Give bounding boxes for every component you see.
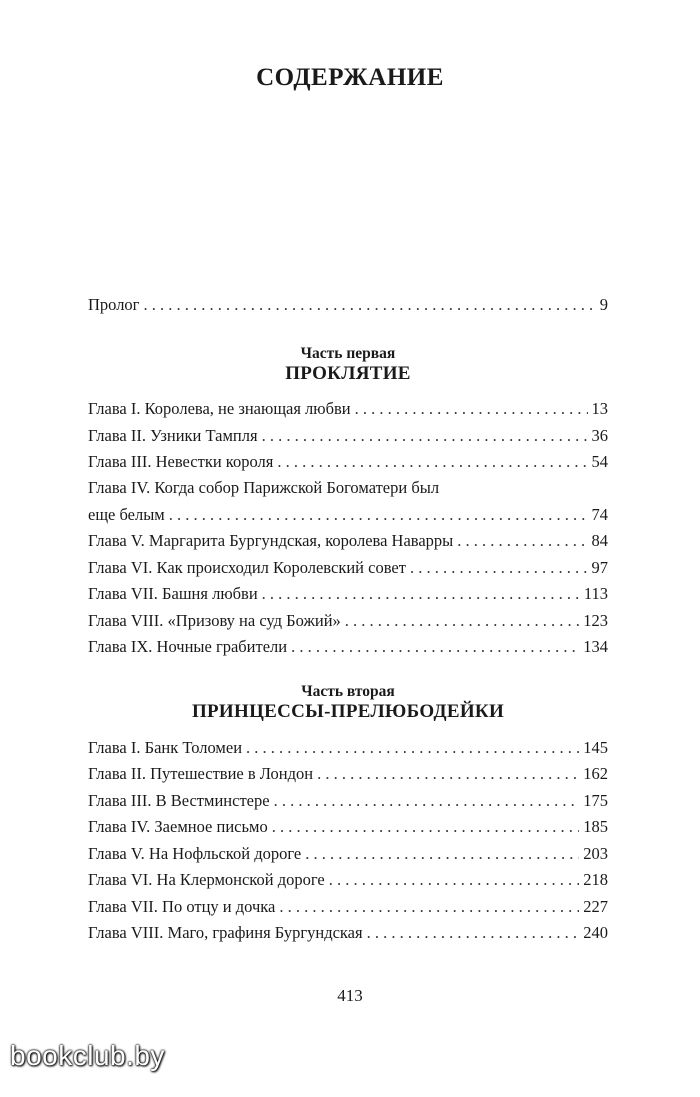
dot-leader — [457, 531, 587, 551]
dot-leader — [262, 584, 580, 604]
toc-entry-page: 54 — [591, 452, 608, 471]
watermark: bookclub.by — [10, 1040, 165, 1071]
toc-entry-page: 113 — [583, 584, 608, 603]
toc-entry-label: Глава VIII. Маго, графиня Бургундская — [88, 923, 363, 942]
toc-entry-label: Глава I. Королева, не знающая любви — [88, 399, 351, 418]
toc-entry-label: Глава VI. Как происходил Королевский совет — [88, 557, 406, 577]
part-heading — [88, 345, 608, 385]
dot-leader — [291, 637, 579, 657]
toc-entry-line1 — [88, 472, 608, 498]
dot-leader — [410, 558, 588, 578]
chapter-list — [88, 393, 608, 658]
dot-leader — [305, 844, 579, 864]
toc-entry — [88, 731, 608, 758]
toc-entry — [88, 393, 608, 420]
toc-entry — [88, 498, 608, 525]
toc-entry — [88, 917, 608, 944]
toc-entry-page: 145 — [583, 737, 608, 757]
toc-entry — [88, 446, 608, 473]
toc-entry-label: Глава II. Путешествие в Лондон — [88, 764, 314, 783]
toc-entry-label: еще белым — [88, 504, 165, 524]
page-number: 413 — [337, 986, 363, 1005]
toc-entry — [88, 631, 608, 658]
toc-entry-label: Глава I. Банк Толомеи — [88, 737, 243, 757]
toc-entry-page: 175 — [583, 790, 608, 810]
dot-leader — [262, 426, 588, 446]
toc-entry-page: 134 — [583, 637, 608, 656]
toc-entry-label: Глава VI. На Клермонской дороге — [88, 870, 325, 889]
chapter-list — [88, 731, 608, 943]
dot-leader — [143, 295, 595, 315]
toc-entry-label: Глава VIII. «Призову на суд Божий» — [88, 610, 341, 630]
dot-leader — [317, 764, 579, 784]
toc-entry — [88, 837, 608, 864]
toc-entry — [88, 784, 608, 811]
part-heading — [88, 683, 608, 723]
toc-entry-page: 185 — [583, 817, 608, 836]
toc-entry — [88, 578, 608, 605]
toc-entry-label: Глава II. Узники Тампля — [88, 425, 258, 445]
toc-entry-prologue — [88, 288, 608, 315]
toc-entry — [88, 551, 608, 578]
toc-entry — [88, 811, 608, 838]
dot-leader — [169, 505, 588, 525]
toc-entry-page: 162 — [583, 764, 608, 783]
toc-entry — [88, 864, 608, 891]
dot-leader — [272, 817, 580, 837]
dot-leader — [367, 923, 580, 943]
toc-entry — [88, 890, 608, 917]
toc-entry-label: Глава VII. Башня любви — [88, 584, 258, 603]
toc-entry-label: Глава V. Маргарита Бургундская, королева Наварры — [88, 531, 454, 550]
dot-leader — [355, 399, 588, 419]
dot-leader — [279, 897, 579, 917]
part-title: ПРИНЦЕССЫ-ПРЕЛЮБОДЕЙКИ — [191, 701, 505, 722]
page-title: СОДЕРЖАНИЕ — [256, 64, 444, 91]
part-title: ПРОКЛЯТИЕ — [285, 362, 411, 384]
toc-entry-label: Глава IV. Когда собор Парижской Богоматери был — [88, 478, 440, 497]
toc-entry-page: 203 — [583, 843, 608, 863]
toc-entry — [88, 419, 608, 446]
toc-entry-label: Глава VII. По отцу и дочка — [88, 896, 276, 916]
toc-entry — [88, 604, 608, 631]
part-subtitle: Часть вторая — [301, 683, 395, 700]
dot-leader — [246, 738, 579, 758]
toc-entry-page: 240 — [583, 923, 608, 942]
toc-entry-label: Глава IX. Ночные грабители — [88, 637, 288, 656]
toc-entry-page: 9 — [599, 294, 608, 314]
dot-leader — [274, 791, 580, 811]
dot-leader — [329, 870, 580, 890]
toc-entry-label: Глава V. На Нофльской дороге — [88, 843, 302, 863]
toc-entry-label: Глава III. Невестки короля — [88, 452, 274, 471]
toc-entry — [88, 758, 608, 785]
toc-entry-page: 74 — [591, 504, 608, 524]
toc-entry-label: Пролог — [88, 294, 140, 314]
toc-entry-page: 13 — [591, 399, 608, 418]
table-of-contents — [88, 288, 608, 943]
toc-entry-page: 218 — [583, 870, 608, 889]
dot-leader — [345, 611, 579, 631]
toc-entry-label: Глава III. В Вестминстере — [88, 790, 270, 810]
toc-entry-page: 123 — [583, 610, 608, 630]
toc-entry-page: 227 — [583, 896, 608, 916]
toc-entry-page: 36 — [591, 425, 608, 445]
dot-leader — [277, 452, 587, 472]
toc-entry-page: 97 — [591, 557, 608, 577]
toc-entry-page: 84 — [591, 531, 608, 550]
toc-entry — [88, 525, 608, 552]
toc-entry-label: Глава IV. Заемное письмо — [88, 817, 268, 836]
part-subtitle: Часть первая — [300, 344, 396, 362]
